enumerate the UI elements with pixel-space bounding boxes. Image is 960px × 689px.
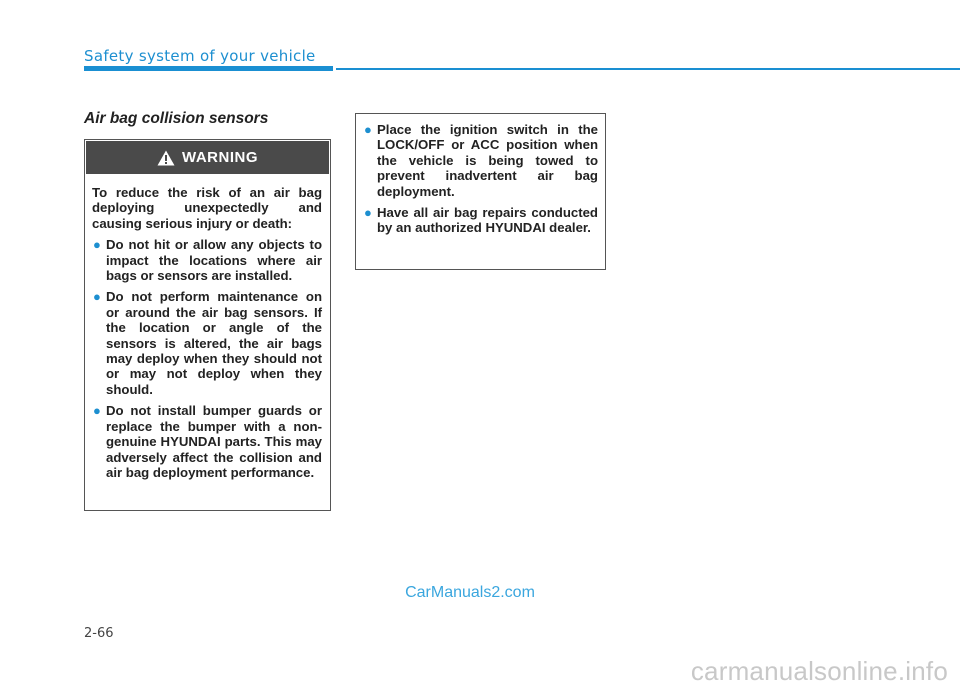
watermark-footer: carmanualsonline.info xyxy=(690,656,948,686)
list-item: ● Do not install bumper guards or replace the bumper with a non-genuine HYUNDAI parts. This may adversely affect the collision and air bag deployment performance. xyxy=(93,403,322,480)
continued-bullet-list xyxy=(363,122,598,236)
warning-box xyxy=(84,139,331,511)
list-item: ● Have all air bag repairs conducted by an authorized HYUNDAI dealer. xyxy=(364,205,598,236)
warning-body xyxy=(85,175,330,480)
warning-header xyxy=(86,141,329,174)
bullet-icon: ● xyxy=(93,237,101,253)
header-rule-thin xyxy=(336,68,960,70)
bullet-icon: ● xyxy=(364,122,372,137)
bullet-icon: ● xyxy=(364,205,372,221)
watermark-link[interactable]: CarManuals2.com xyxy=(405,584,535,601)
header-rule-thick xyxy=(84,66,333,71)
list-item: ● Do not perform maintenance on or around the air bag sensors. If the location or angle of the sensors is altered, the air bags may deploy when they should not or may not deploy when they should. xyxy=(93,289,322,397)
list-item: ● Place the ignition switch in the LOCK/OFF or ACC position when the vehicle is being towed to prevent inadvertent air bag deployment. xyxy=(364,122,598,199)
warning-label: WARNING xyxy=(182,149,258,166)
running-header: Safety system of your vehicle xyxy=(84,47,316,65)
page-number: 2-66 xyxy=(84,626,114,641)
bullet-icon: ● xyxy=(93,403,101,419)
warning-continued-box xyxy=(355,113,606,270)
warning-triangle-icon xyxy=(157,150,175,166)
list-item: ● Do not hit or allow any objects to impact the locations where air bags or sensors are installed. xyxy=(93,237,322,284)
section-title: Air bag collision sensors xyxy=(84,110,269,127)
warning-bullet-list xyxy=(92,237,322,480)
bullet-icon: ● xyxy=(93,289,101,305)
warning-intro: To reduce the risk of an air bag deploying unexpectedly and causing serious injury or death: xyxy=(92,185,322,231)
